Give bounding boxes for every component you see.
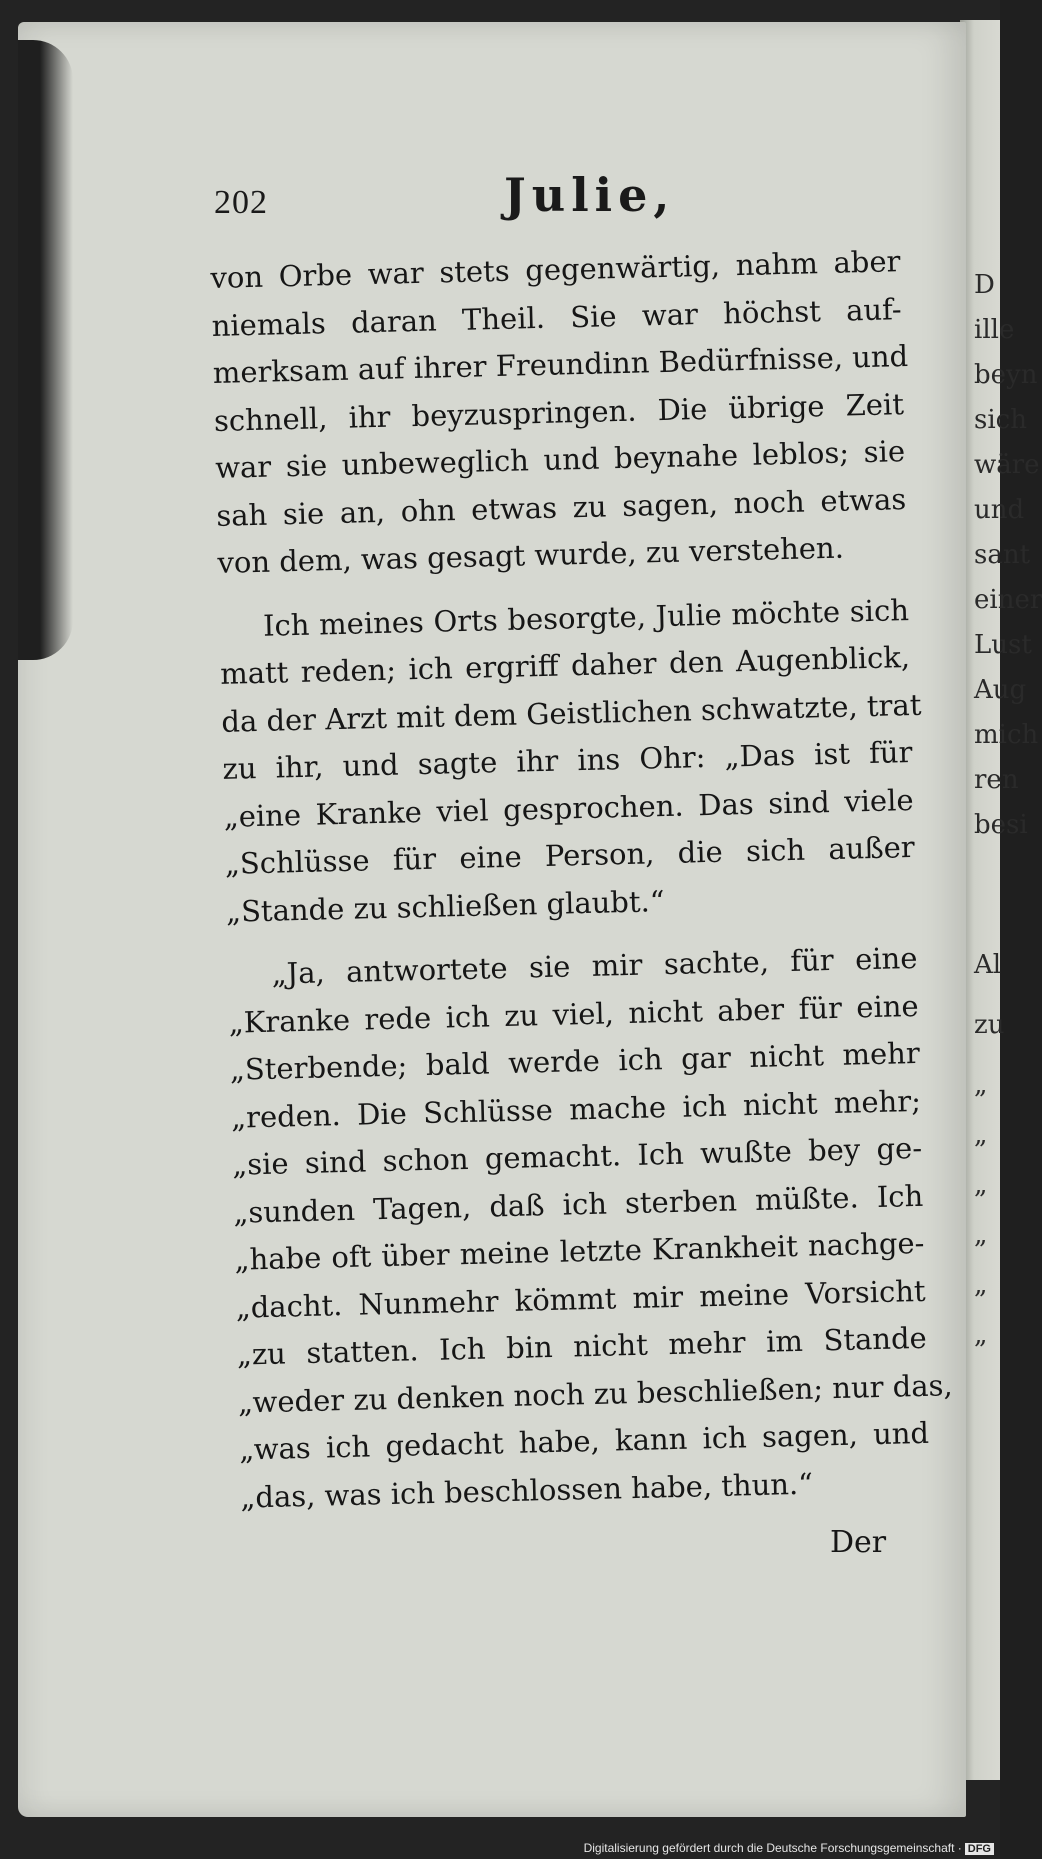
text-line: sah sie an, ohn etwas zu sagen, noch etwas (215, 481, 907, 533)
facing-text-fragment: „ (974, 1120, 988, 1150)
facing-text-fragment: Lust (974, 630, 1032, 660)
text-line: „habe oft über meine letzte Krankheit nachge- (234, 1225, 925, 1277)
text-line: „Ja, antwortete sie mir sachte, für eine (271, 940, 918, 991)
text-line: „dacht. Nunmehr kömmt mir meine Vorsicht (235, 1273, 926, 1325)
facing-text-fragment: „ (974, 1220, 988, 1250)
facing-text-fragment: zu (974, 1010, 1005, 1040)
text-line: „eine Kranke viel gesprochen. Das sind viele (223, 782, 914, 834)
catchword: Der (830, 1525, 887, 1560)
facing-text-fragment: „ (974, 1270, 988, 1300)
text-line: zu ihr, und sagte ihr ins Ohr: „Das ist für (222, 734, 913, 786)
dfg-logo: DFG (965, 1843, 994, 1855)
facing-text-fragment: Al (974, 950, 1002, 980)
facing-text-fragment: „ (974, 1070, 988, 1100)
text-line: „sie sind schon gemacht. Ich wußte bey ge- (231, 1130, 923, 1182)
facing-text-fragment: besi (974, 810, 1028, 840)
facing-text-fragment: mich (974, 720, 1039, 750)
text-line: „Stande zu schließen glaubt.“ (225, 883, 665, 929)
facing-text-fragment: sich (974, 405, 1027, 435)
text-line: „das, was ich beschlossen habe, thun.“ (239, 1466, 814, 1515)
facing-text-fragment: „ (974, 1320, 988, 1350)
facing-text-fragment: wäre (974, 450, 1040, 480)
text-line: „weder zu denken noch zu beschließen; nur das, (237, 1367, 954, 1420)
text-line: „was ich gedacht habe, kann ich sagen, und (238, 1415, 930, 1467)
text-line: Ich meines Orts besorgte, Julie möchte sich (262, 592, 910, 643)
facing-text-fragment: Aug (974, 675, 1027, 705)
text-line: „Schlüsse für eine Person, die sich außer (224, 829, 916, 881)
text-line: merksam auf ihrer Freundinn Bedürfnisse, und (212, 338, 909, 390)
page-number: 202 (214, 184, 268, 221)
facing-text-fragment: ille (974, 315, 1015, 345)
facing-text-fragment: „ (974, 1170, 988, 1200)
text-line: „sunden Tagen, daß ich sterben müßte. Ich (232, 1178, 924, 1230)
text-line: von Orbe war stets gegenwärtig, nahm aber (210, 244, 901, 295)
text-line: „reden. Die Schlüsse mache ich nicht mehr; (230, 1083, 922, 1135)
text-line: da der Arzt mit dem Geistlichen schwatzte, trat (220, 687, 922, 739)
text-line: niemals daran Theil. Sie war höchst auf- (211, 291, 902, 343)
text-line: war sie unbeweglich und beynahe leblos; sie (214, 434, 906, 485)
facing-text-fragment: beyn (974, 360, 1038, 390)
text-line: von dem, was gesagt wurde, zu verstehen. (217, 530, 845, 580)
body-text (210, 238, 954, 1522)
facing-text-fragment: D (974, 270, 995, 300)
running-title: Julie, (504, 168, 676, 222)
credit-text: Digitalisierung gefördert durch die Deutsche Forschungsgemeinschaft · (583, 1841, 962, 1855)
facing-text-fragment: einer (974, 585, 1042, 615)
facing-page-edge (960, 20, 1042, 1780)
facing-text-fragment: ren (974, 765, 1019, 795)
text-line: schnell, ihr beyzuspringen. Die übrige Zeit (213, 386, 905, 438)
text-line: „Kranke rede ich zu viel, nicht aber für eine (228, 988, 919, 1040)
text-line: matt reden; ich ergriff daher den Augenblick, (219, 640, 911, 691)
text-line: „Sterbende; bald werde ich gar nicht mehr (229, 1035, 921, 1087)
facing-text-fragment: und (974, 495, 1025, 525)
page-header (214, 168, 914, 238)
digitization-credit (584, 1841, 994, 1855)
facing-text-fragment: sant (974, 540, 1031, 570)
torn-page-edge (18, 40, 73, 660)
text-line: „zu statten. Ich bin nicht mehr im Stande (236, 1320, 928, 1372)
